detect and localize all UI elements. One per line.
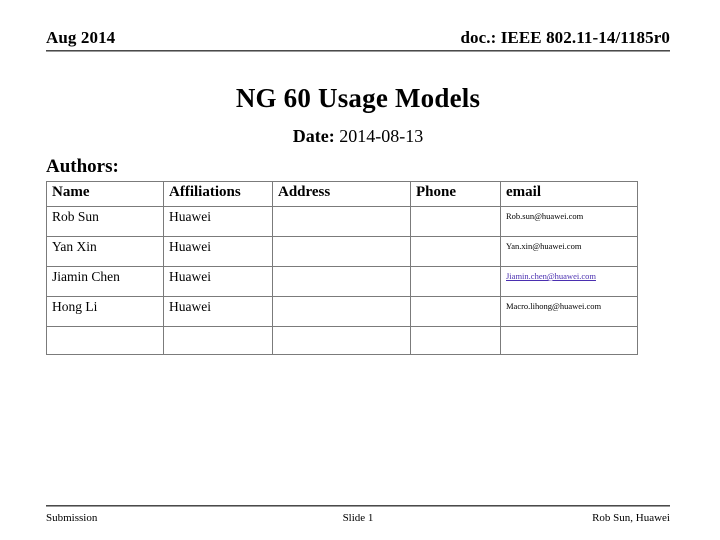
table-row [47, 327, 638, 355]
cell-address [273, 297, 411, 327]
cell-phone [411, 297, 501, 327]
cell-address [273, 327, 411, 355]
authors-table-head [47, 182, 638, 207]
table-row [47, 237, 638, 267]
cell-email: Macro.lihong@huawei.com [501, 297, 638, 327]
cell-phone [411, 207, 501, 237]
column-header-affiliations: Affiliations [164, 182, 273, 207]
footer-submission-label: Submission [46, 512, 98, 524]
cell-address [273, 207, 411, 237]
cell-phone [411, 327, 501, 355]
footer-author-label: Rob Sun, Huawei [592, 512, 670, 524]
email-hyperlink[interactable]: Jiamin.chen@huawei.com [506, 271, 596, 281]
authors-table [46, 181, 638, 355]
column-header-name: Name [47, 182, 164, 207]
header-divider [46, 50, 670, 52]
cell-name: Jiamin Chen [47, 267, 164, 297]
cell-address [273, 237, 411, 267]
cell-name: Hong Li [47, 297, 164, 327]
slide-footer [46, 512, 670, 528]
cell-email [501, 327, 638, 355]
cell-phone [411, 267, 501, 297]
cell-affiliation: Huawei [164, 207, 273, 237]
cell-affiliation [164, 327, 273, 355]
column-header-address: Address [273, 182, 411, 207]
date-value: 2014-08-13 [339, 126, 424, 146]
cell-name: Yan Xin [47, 237, 164, 267]
authors-heading: Authors: [46, 156, 119, 177]
cell-name: Rob Sun [47, 207, 164, 237]
footer-slide-number: Slide 1 [342, 512, 374, 524]
header-date: Aug 2014 [46, 28, 116, 47]
table-row [47, 297, 638, 327]
column-header-phone: Phone [411, 182, 501, 207]
authors-table-body [47, 207, 638, 355]
cell-affiliation: Huawei [164, 297, 273, 327]
page-title: NG 60 Usage Models [235, 83, 481, 113]
date-line [46, 126, 670, 147]
cell-email: Rob.sun@huawei.com [501, 207, 638, 237]
date-label: Date: [292, 126, 335, 146]
slide-header [46, 28, 670, 52]
cell-affiliation: Huawei [164, 267, 273, 297]
footer-divider [46, 505, 670, 507]
column-header-email: email [501, 182, 638, 207]
cell-email: Yan.xin@huawei.com [501, 237, 638, 267]
cell-address [273, 267, 411, 297]
cell-phone [411, 237, 501, 267]
cell-affiliation: Huawei [164, 237, 273, 267]
cell-name [47, 327, 164, 355]
table-row [47, 267, 638, 297]
cell-email [501, 267, 638, 297]
table-row [47, 207, 638, 237]
table-header-row [47, 182, 638, 207]
header-doc-id: doc.: IEEE 802.11-14/1185r0 [460, 28, 670, 47]
